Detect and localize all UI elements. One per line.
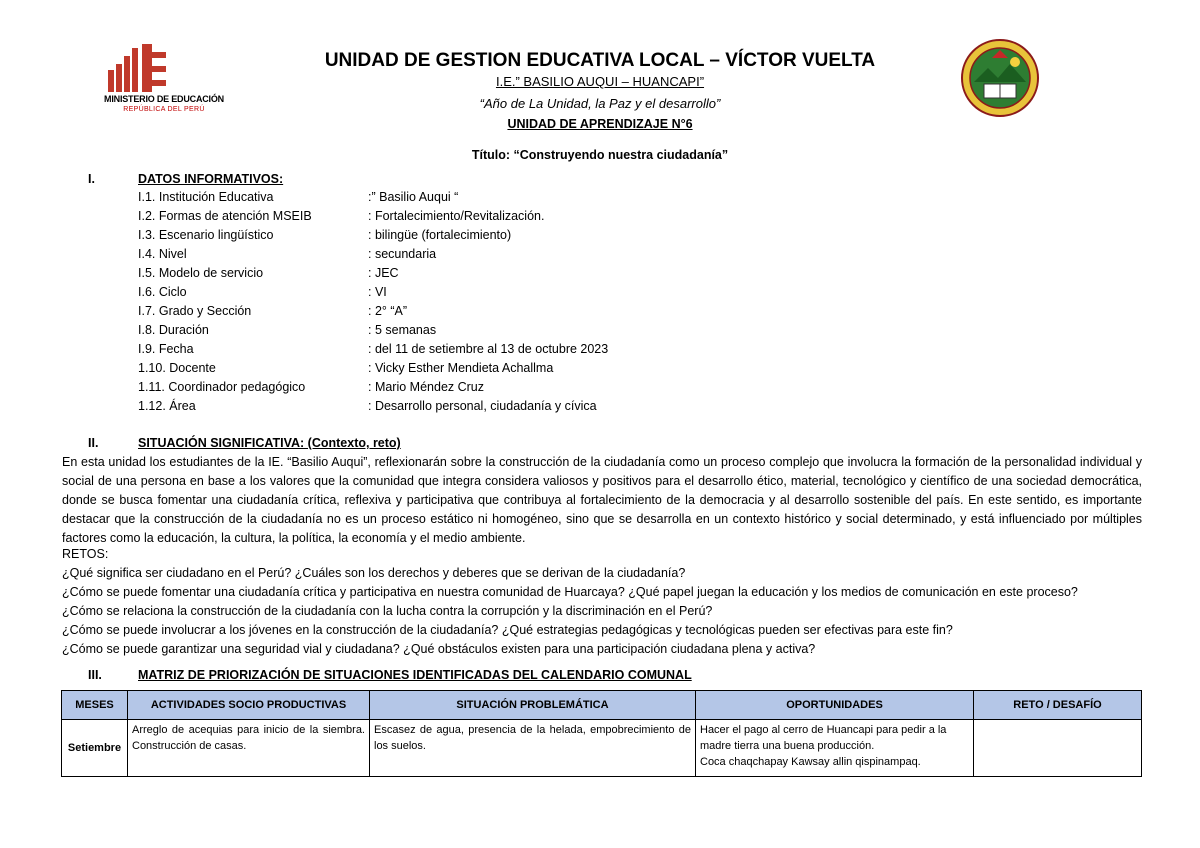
priority-matrix-table xyxy=(61,690,1142,777)
info-value: :” Basilio Auqui “ xyxy=(368,190,459,204)
reto-question: ¿Cómo se puede garantizar una seguridad vial y ciudadana? ¿Qué obstáculos existen para una participación ciudadana plena y activa? xyxy=(62,642,816,656)
info-label: 1.10. Docente xyxy=(138,361,216,375)
info-label: I.9. Fecha xyxy=(138,342,194,356)
cell-actividades: Arreglo de acequias para inicio de la siembra. Construcción de casas. xyxy=(128,720,370,777)
info-label: 1.11. Coordinador pedagógico xyxy=(138,380,306,394)
school-name: I.E.” BASILIO AUQUI – HUANCAPI” xyxy=(495,74,705,89)
info-label: I.3. Escenario lingüístico xyxy=(138,228,274,242)
info-value: : 5 semanas xyxy=(368,323,437,337)
reto-question: ¿Cómo se relaciona la construcción de la ciudadanía con la lucha contra la corrupción y la discriminación en el Perú? xyxy=(62,604,713,618)
ministry-name: MINISTERIO DE EDUCACIÓN xyxy=(104,94,224,104)
section-number: II. xyxy=(88,436,99,450)
column-header-reto: RETO / DESAFÍO xyxy=(974,691,1142,720)
section-title-datos: DATOS INFORMATIVOS: xyxy=(138,172,284,186)
info-value: : VI xyxy=(368,285,387,299)
info-label: 1.12. Área xyxy=(138,399,196,413)
info-value: : Mario Méndez Cruz xyxy=(368,380,485,394)
school-seal-icon xyxy=(960,38,1040,118)
unit-heading: UNIDAD DE APRENDIZAJE N°6 xyxy=(507,117,693,131)
ministry-subtitle: REPÚBLICA DEL PERÚ xyxy=(123,106,205,113)
reto-question: ¿Cómo se puede fomentar una ciudadanía crítica y participativa en nuestra comunidad de Huarcaya? ¿Qué papel juegan la educación y los medios de comunicación en este proceso? xyxy=(62,585,1078,599)
info-label: I.8. Duración xyxy=(138,323,209,337)
reto-question: ¿Qué significa ser ciudadano en el Perú? ¿Cuáles son los derechos y deberes que se derivan de la ciudadanía? xyxy=(62,566,686,580)
cell-reto xyxy=(974,720,1142,777)
info-value: : 2° “A” xyxy=(368,304,408,318)
page-title: UNIDAD DE GESTION EDUCATIVA LOCAL – VÍCTOR VUELTA xyxy=(324,50,876,71)
oportunidad-line: Coca chaqchapay Kawsay allin qispinampaq. xyxy=(700,756,921,768)
info-label: I.2. Formas de atención MSEIB xyxy=(138,209,312,223)
column-header-oportunidades: OPORTUNIDADES xyxy=(696,691,974,720)
info-value: : Vicky Esther Mendieta Achallma xyxy=(368,361,554,375)
column-header-meses: MESES xyxy=(62,691,128,720)
section-number: I. xyxy=(88,172,95,186)
column-header-situacion: SITUACIÓN PROBLEMÁTICA xyxy=(370,691,696,720)
column-header-actividades: ACTIVIDADES SOCIO PRODUCTIVAS xyxy=(128,691,370,720)
cell-situacion: Escasez de agua, presencia de la helada, empobrecimiento de los suelos. xyxy=(370,720,696,777)
year-motto: “Año de La Unidad, la Paz y el desarrollo” xyxy=(479,96,721,111)
cell-mes: Setiembre xyxy=(62,720,128,777)
info-value: : JEC xyxy=(368,266,399,280)
info-label: I.1. Institución Educativa xyxy=(138,190,274,204)
info-value: : secundaria xyxy=(368,247,437,261)
section-title-matriz: MATRIZ DE PRIORIZACIÓN DE SITUACIONES IDENTIFICADAS DEL CALENDARIO COMUNAL xyxy=(138,668,692,682)
info-value: : Desarrollo personal, ciudadanía y cívica xyxy=(368,399,597,413)
info-label: I.5. Modelo de servicio xyxy=(138,266,264,280)
table-header-row xyxy=(62,691,1142,720)
section-number: III. xyxy=(88,668,102,682)
info-value: : bilingüe (fortalecimiento) xyxy=(368,228,512,242)
context-paragraph: En esta unidad los estudiantes de la IE. “Basilio Auqui”, reflexionarán sobre la construcción de la ciudadanía como un proceso complejo que involucra la formación de la personalidad individual y social de una persona en base a los valores que la comunidad que integra considera valiosos y positivos para el desarrollo ético, material, tecnológico y científico de una sociedad democrática, donde se busca fomentar una ciudadanía crítica, reflexiva y participativa que contribuya al fortalecimiento de la democracia y al desarrollo sostenible del país. En este sentido, es importante destacar que la construcción de la ciudadanía no es un proceso estático ni homogéneo, sino que se desarrolla en un contexto histórico y social determinado, y está influenciado por múltiples factores como la educación, la cultura, la política, la economía y el medio ambiente. xyxy=(62,455,1142,545)
oportunidad-line: Hacer el pago al cerro de Huancapi para pedir a la madre tierra una buena producción. xyxy=(700,724,947,752)
retos-label: RETOS: xyxy=(62,547,109,561)
table-row xyxy=(62,720,1142,777)
info-label: I.6. Ciclo xyxy=(138,285,187,299)
reto-question: ¿Cómo se puede involucrar a los jóvenes en la construcción de la ciudadanía? ¿Qué estrategias pedagógicas y tecnológicas pueden ser efectivas para este fin? xyxy=(62,623,953,637)
info-value: : Fortalecimiento/Revitalización. xyxy=(368,209,545,223)
info-value: : del 11 de setiembre al 13 de octubre 2023 xyxy=(368,342,609,356)
unit-title: Título: “Construyendo nuestra ciudadanía” xyxy=(471,148,729,162)
section-title-situacion: SITUACIÓN SIGNIFICATIVA: (Contexto, reto) xyxy=(138,436,401,450)
cell-oportunidades xyxy=(696,720,974,777)
info-label: I.7. Grado y Sección xyxy=(138,304,252,318)
info-label: I.4. Nivel xyxy=(138,247,187,261)
